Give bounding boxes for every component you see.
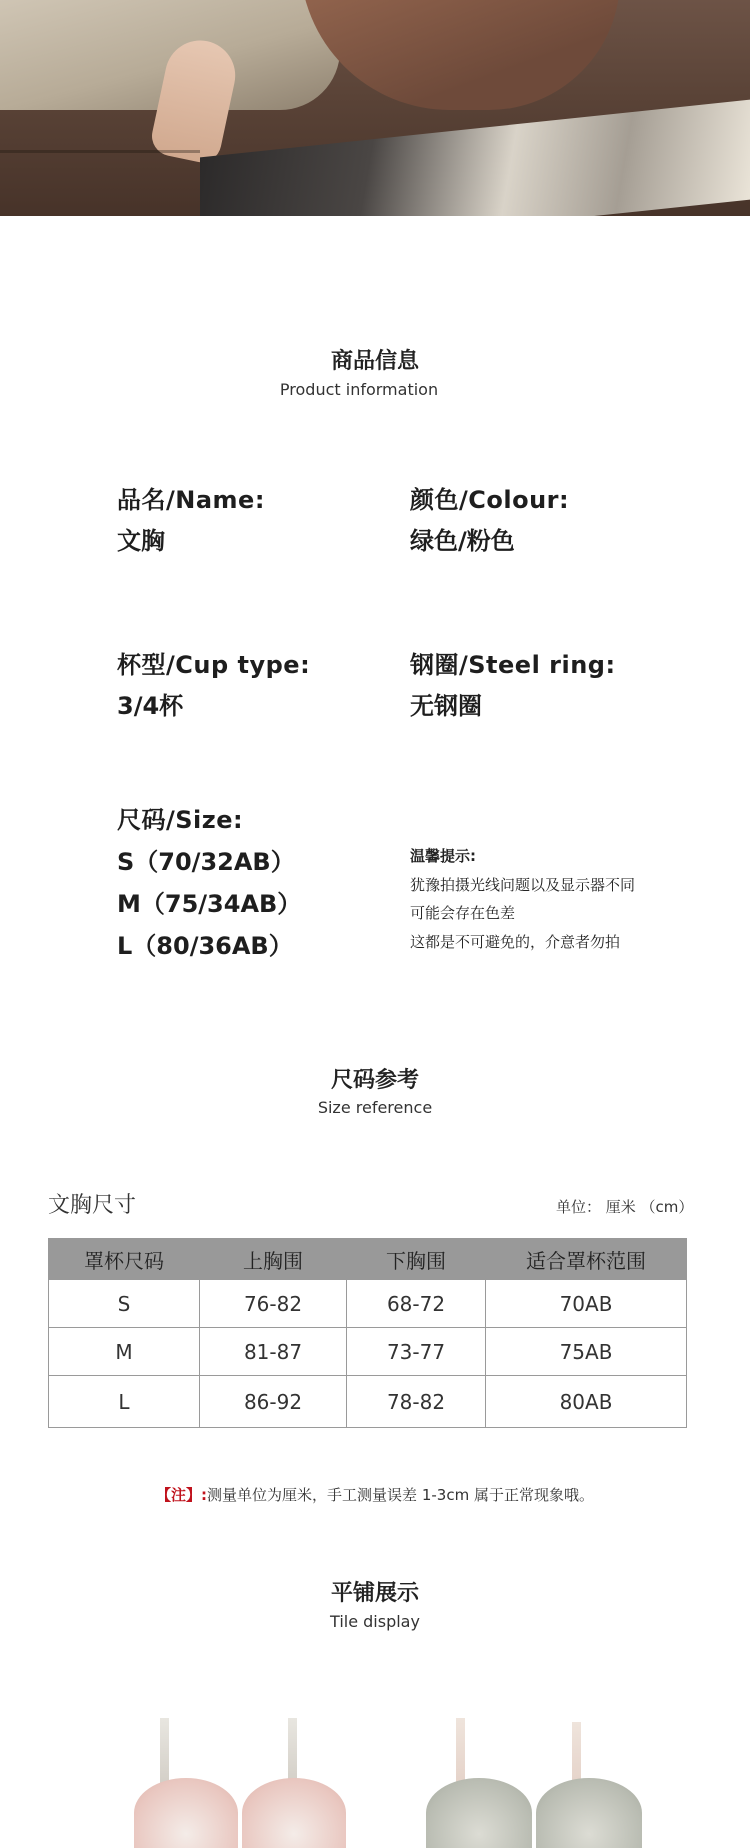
cell-size: S	[49, 1280, 200, 1328]
name-label: 品名/Name:	[117, 486, 265, 514]
size-table	[48, 1238, 687, 1428]
unit-label: 单位： 厘米 （cm）	[556, 1198, 694, 1216]
cell-size: L	[49, 1376, 200, 1428]
green-bra-cup-right	[536, 1778, 642, 1848]
pink-bra-cup-left	[134, 1778, 238, 1848]
colour-value: 绿色/粉色	[410, 527, 515, 555]
tile-display-subtitle: Tile display	[330, 1612, 420, 1631]
header-under-bust: 下胸围	[347, 1239, 486, 1280]
size-reference-subtitle: Size reference	[317, 1098, 433, 1117]
cell-upper-bust: 76-82	[200, 1280, 347, 1328]
hero-magazine	[200, 99, 750, 216]
header-upper-bust: 上胸围	[200, 1239, 347, 1280]
cell-upper-bust: 81-87	[200, 1328, 347, 1376]
tile-display-title: 平铺展示	[330, 1581, 419, 1606]
table-row	[49, 1280, 687, 1328]
cell-under-bust: 68-72	[347, 1280, 486, 1328]
green-bra-image	[420, 1718, 650, 1839]
cell-size: M	[49, 1328, 200, 1376]
hero-floor-line	[0, 150, 200, 153]
tip-line-2: 可能会存在色差	[410, 904, 516, 922]
measurement-note	[0, 1484, 750, 1505]
cell-upper-bust: 86-92	[200, 1376, 347, 1428]
name-value: 文胸	[117, 527, 165, 555]
steel-ring-value: 无钢圈	[410, 692, 482, 720]
note-text: 测量单位为厘米，手工测量误差 1-3cm 属于正常现象哦。	[207, 1486, 594, 1504]
cell-under-bust: 73-77	[347, 1328, 486, 1376]
table-row	[49, 1328, 687, 1376]
hero-model	[300, 0, 620, 110]
cup-type-label: 杯型/Cup type:	[117, 651, 311, 679]
green-bra-cup-left	[426, 1778, 532, 1848]
product-info-subtitle: Product information	[279, 380, 439, 399]
tip-title: 温馨提示:	[410, 847, 476, 865]
size-label: 尺码/Size:	[117, 806, 244, 834]
product-info-title: 商品信息	[330, 349, 419, 374]
size-l: L（80/36AB）	[117, 932, 293, 960]
size-s: S（70/32AB）	[117, 848, 295, 876]
steel-ring-label: 钢圈/Steel ring:	[410, 651, 616, 679]
cell-cup-range: 80AB	[486, 1376, 687, 1428]
hero-photo	[0, 0, 750, 216]
table-header-row	[49, 1239, 687, 1280]
colour-label: 颜色/Colour:	[410, 486, 570, 514]
header-cup-size: 罩杯尺码	[49, 1239, 200, 1280]
header-cup-range: 适合罩杯范围	[486, 1239, 687, 1280]
cell-cup-range: 75AB	[486, 1328, 687, 1376]
cup-type-value: 3/4杯	[117, 692, 184, 720]
tip-line-3: 这都是不可避免的，介意者勿拍	[410, 933, 621, 951]
cell-under-bust: 78-82	[347, 1376, 486, 1428]
pink-bra-image	[130, 1718, 350, 1839]
size-m: M（75/34AB）	[117, 890, 302, 918]
size-reference-title: 尺码参考	[330, 1068, 419, 1093]
table-caption: 文胸尺寸	[48, 1193, 137, 1218]
table-row	[49, 1376, 687, 1428]
pink-bra-cup-right	[242, 1778, 346, 1848]
cell-cup-range: 70AB	[486, 1280, 687, 1328]
note-prefix: 【注】:	[156, 1486, 208, 1504]
tip-line-1: 犹豫拍摄光线问题以及显示器不同	[410, 876, 636, 894]
